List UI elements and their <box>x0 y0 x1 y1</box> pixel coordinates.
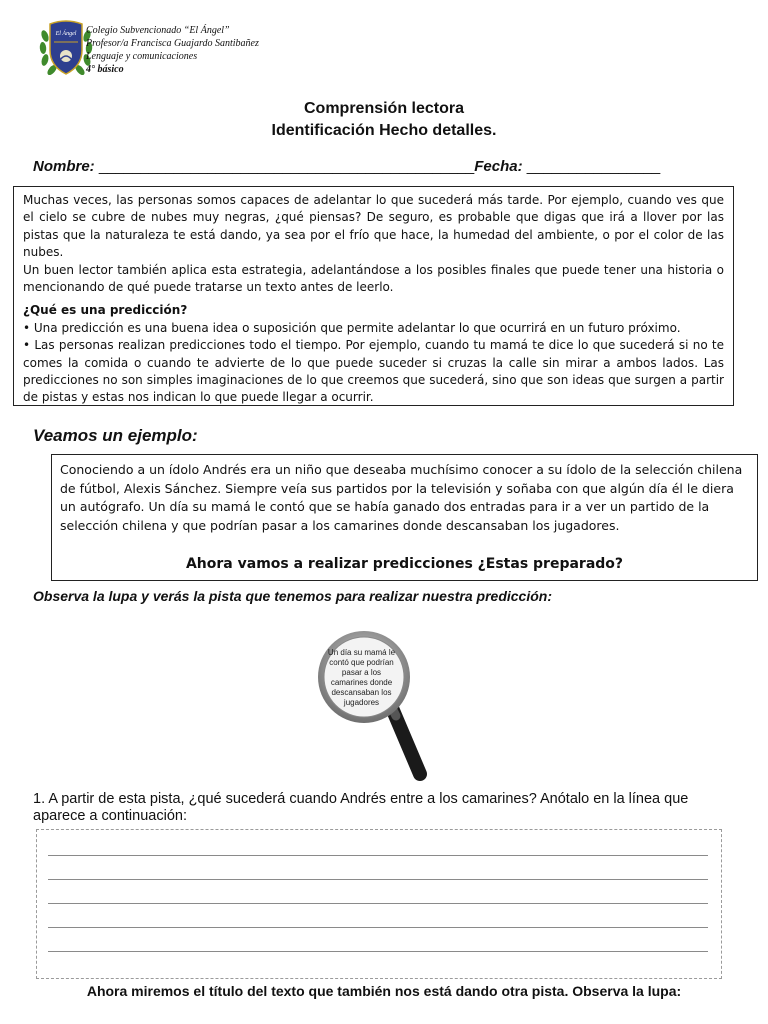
school-name: Colegio Subvencionado “El Ángel” <box>86 25 230 36</box>
name-blank[interactable]: _____________________________________________ <box>98 158 475 175</box>
name-date-line <box>33 158 660 175</box>
example-heading: Veamos un ejemplo: <box>33 426 198 445</box>
date-blank[interactable]: ________________ <box>526 158 661 175</box>
name-label: Nombre: <box>33 158 99 175</box>
prediction-question: ¿Qué es una predicción? <box>23 303 188 318</box>
answer-line-1[interactable] <box>48 855 708 856</box>
document-subtitle: Identificación Hecho detalles. <box>271 122 497 139</box>
answer-box[interactable] <box>36 829 722 979</box>
bottom-instruction: Ahora miremos el título del texto que también nos está dando otra pista. Observa la lupa: <box>86 983 682 999</box>
answer-line-4[interactable] <box>48 927 708 928</box>
crest-text: El Ángel <box>55 31 77 37</box>
answer-line-3[interactable] <box>48 903 708 904</box>
observe-instruction: Observa la lupa y verás la pista que tenemos para realizar nuestra predicción: <box>33 588 552 604</box>
date-label: Fecha: <box>474 158 527 175</box>
question-1: 1. A partir de esta pista, ¿qué sucederá cuando Andrés entre a los camarines? Anótalo en la línea que aparece a continuación: <box>33 791 689 824</box>
document-title: Comprensión lectora <box>303 100 465 117</box>
bullet-2: • Las personas realizan predicciones todo el tiempo. Por ejemplo, cuando tu mamá te dice lo que sucederá si no te comes la comida o cuando te advierte de lo que puede suceder si cruzas la calle sin mirar a ambos lados. Las predicciones no son simples imaginaciones de lo que creemos que sucederá, sino que son ideas que surgen a partir de pistas y estas nos indican lo que puede llegar a ocurrir. <box>23 338 724 405</box>
subject-name: Lenguaje y comunicaciones <box>86 51 198 62</box>
school-info <box>86 24 259 76</box>
prediction-prompt: Ahora vamos a realizar predicciones ¿Estas preparado? <box>185 556 624 572</box>
intro-paragraph-2: Un buen lector también aplica esta estrategia, adelantándose a los posibles finales que puede tener una historia o mencionando de qué puede tratarse un texto antes de leerlo. <box>23 262 724 295</box>
intro-paragraph-1: Muchas veces, las personas somos capaces de adelantar lo que sucederá más tarde. Por ejemplo, cuando ves que el cielo se cubre de nubes muy negras, ¿qué piensas? De seguro, es probable que digas que irá a llover por las pistas que la naturaleza te está dando, ya sea por el frío que hace, la humedad del ambiente, o por el color de las nubes. <box>23 193 724 260</box>
intro-box <box>13 186 734 406</box>
answer-line-2[interactable] <box>48 879 708 880</box>
bullet-1: • Una predicción es una buena idea o suposición que permite adelantar lo que ocurrirá en un futuro próximo. <box>23 320 681 335</box>
example-box <box>51 454 758 581</box>
teacher-name: Profesor/a Francisca Guajardo Santibañez <box>86 38 259 49</box>
answer-line-5[interactable] <box>48 951 708 952</box>
grade-level: 4° básico <box>86 64 124 75</box>
magnifier-clue-text: Un día su mamá le contó que podrían pasar a los camarines donde descansaban los jugadores <box>327 648 396 707</box>
example-story: Conociendo a un ídolo Andrés era un niño que deseaba muchísimo conocer a su ídolo de la selección chilena de fútbol, Alexis Sánchez. Siempre veía sus partidos por la televisión y soñaba con que algún día él le diera un autógrafo. Un día su mamá le contó que se había ganado dos entradas para ir a ver un partido de la selección chilena y que podrían pasar a los camarines donde descansaban los jugadores. <box>60 462 743 533</box>
